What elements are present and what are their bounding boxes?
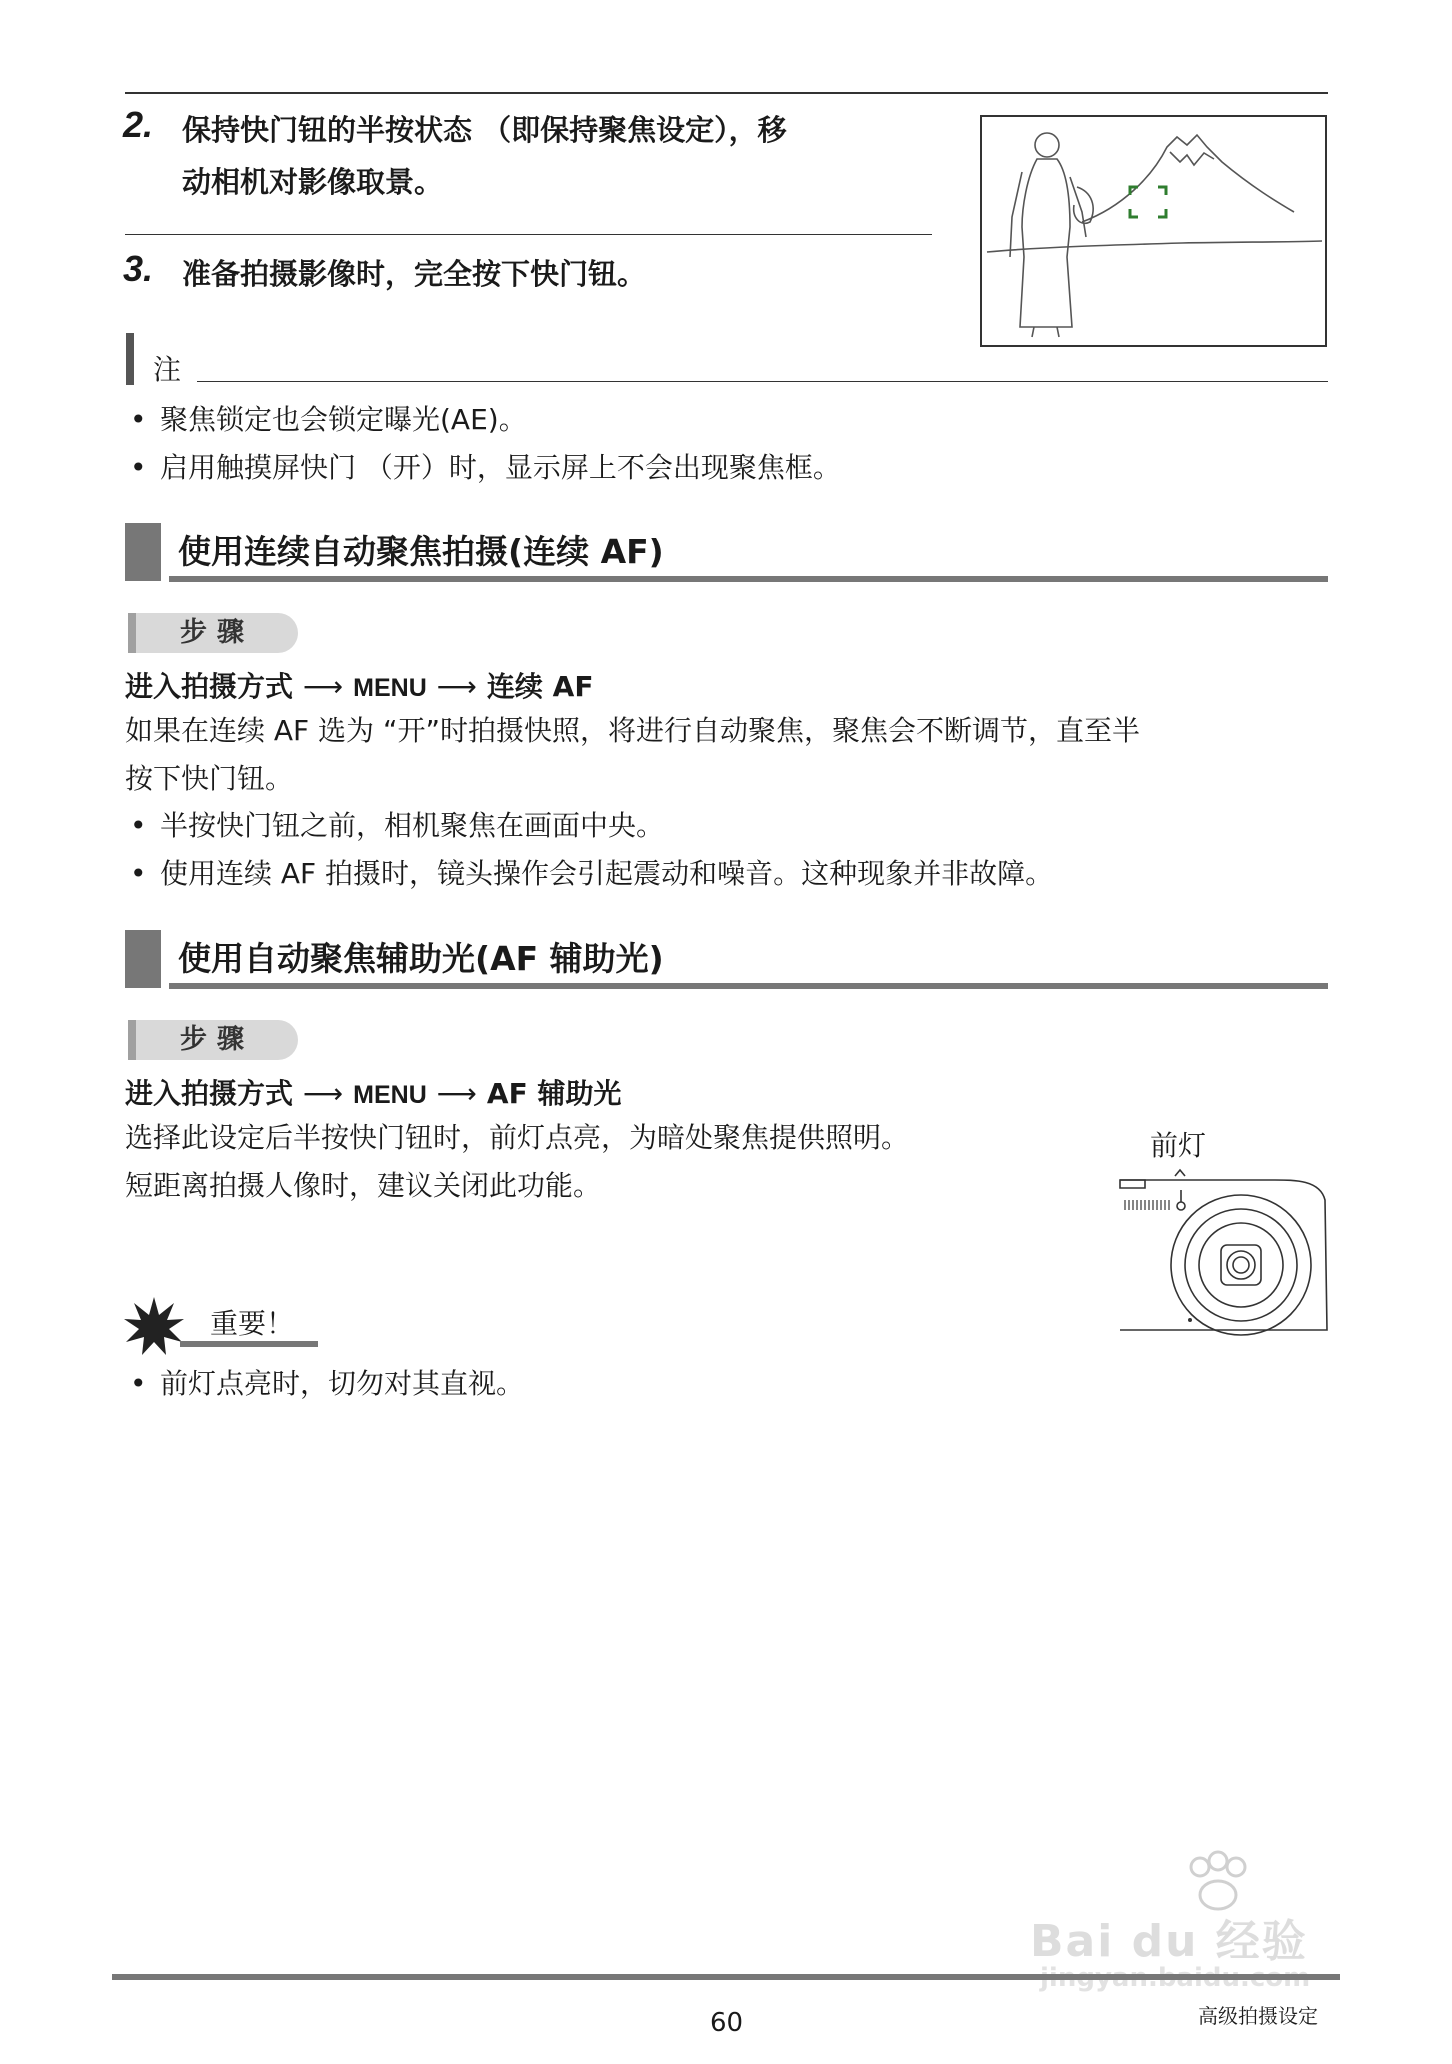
step-number: 3. [123,248,154,289]
camera-label: 前灯 [1150,1129,1207,1162]
important-rule [180,1341,318,1347]
steps-label: 步骤 [128,613,298,653]
menu-path: 进入拍摄方式 ⟶ MENU ⟶ 连续 AF [125,670,594,703]
section-title: 使用自动聚焦辅助光(AF 辅助光) [178,939,664,978]
paragraph: 如果在连续 AF 选为 “开”时拍摄快照，将进行自动聚焦，聚焦会不断调节，直至半 按下快门钮。 [125,714,1140,795]
camera-front-drawing [1115,1160,1335,1340]
important-label: 重要！ [210,1307,295,1340]
section-rule [169,983,1328,989]
chapter-title: 高级拍摄设定 [1198,2004,1318,2028]
list-item: • 前灯点亮时，切勿对其直视。 [130,1367,525,1400]
top-rule [125,92,1328,94]
section-title: 使用连续自动聚焦拍摄(连续 AF) [178,532,664,571]
burst-icon [124,1297,184,1357]
watermark-logo: Bai du 经验 [1030,1916,1308,1967]
camera-illustration [1115,1160,1335,1340]
menu-path: 进入拍摄方式 ⟶ MENU ⟶ AF 辅助光 [125,1077,622,1110]
viewfinder-illustration [980,115,1327,347]
note-label: 注 [153,353,182,386]
section-rule [169,576,1328,582]
list-item: • 半按快门钮之前，相机聚焦在画面中央。 [130,809,665,842]
section-marker [125,523,161,581]
list-item: • 使用连续 AF 拍摄时，镜头操作会引起震动和噪音。这种现象并非故障。 [130,857,1054,890]
step-text: 保持快门钮的半按状态 （即保持聚焦设定），移 动相机对影像取景。 [182,113,787,199]
footer-rule [112,1974,1340,1980]
paragraph: 选择此设定后半按快门钮时，前灯点亮，为暗处聚焦提供照明。 短距离拍摄人像时，建议关闭此功能。 [125,1121,910,1202]
important-icon [124,1297,184,1357]
section-marker [125,930,161,988]
list-item: • 聚焦锁定也会锁定曝光(AE)。 [130,403,527,436]
mountain-person-drawing [982,117,1325,345]
step-number: 2. [123,104,154,145]
note-rule [197,381,1328,382]
list-item: • 启用触摸屏快门 （开）时，显示屏上不会出现聚焦框。 [130,451,841,484]
note-marker [126,333,134,385]
watermark [1030,1845,1370,1995]
step-text: 准备拍摄影像时，完全按下快门钮。 [182,257,647,291]
step-divider [125,234,932,235]
steps-label: 步骤 [128,1020,298,1060]
page-number: 60 [710,2008,744,2038]
